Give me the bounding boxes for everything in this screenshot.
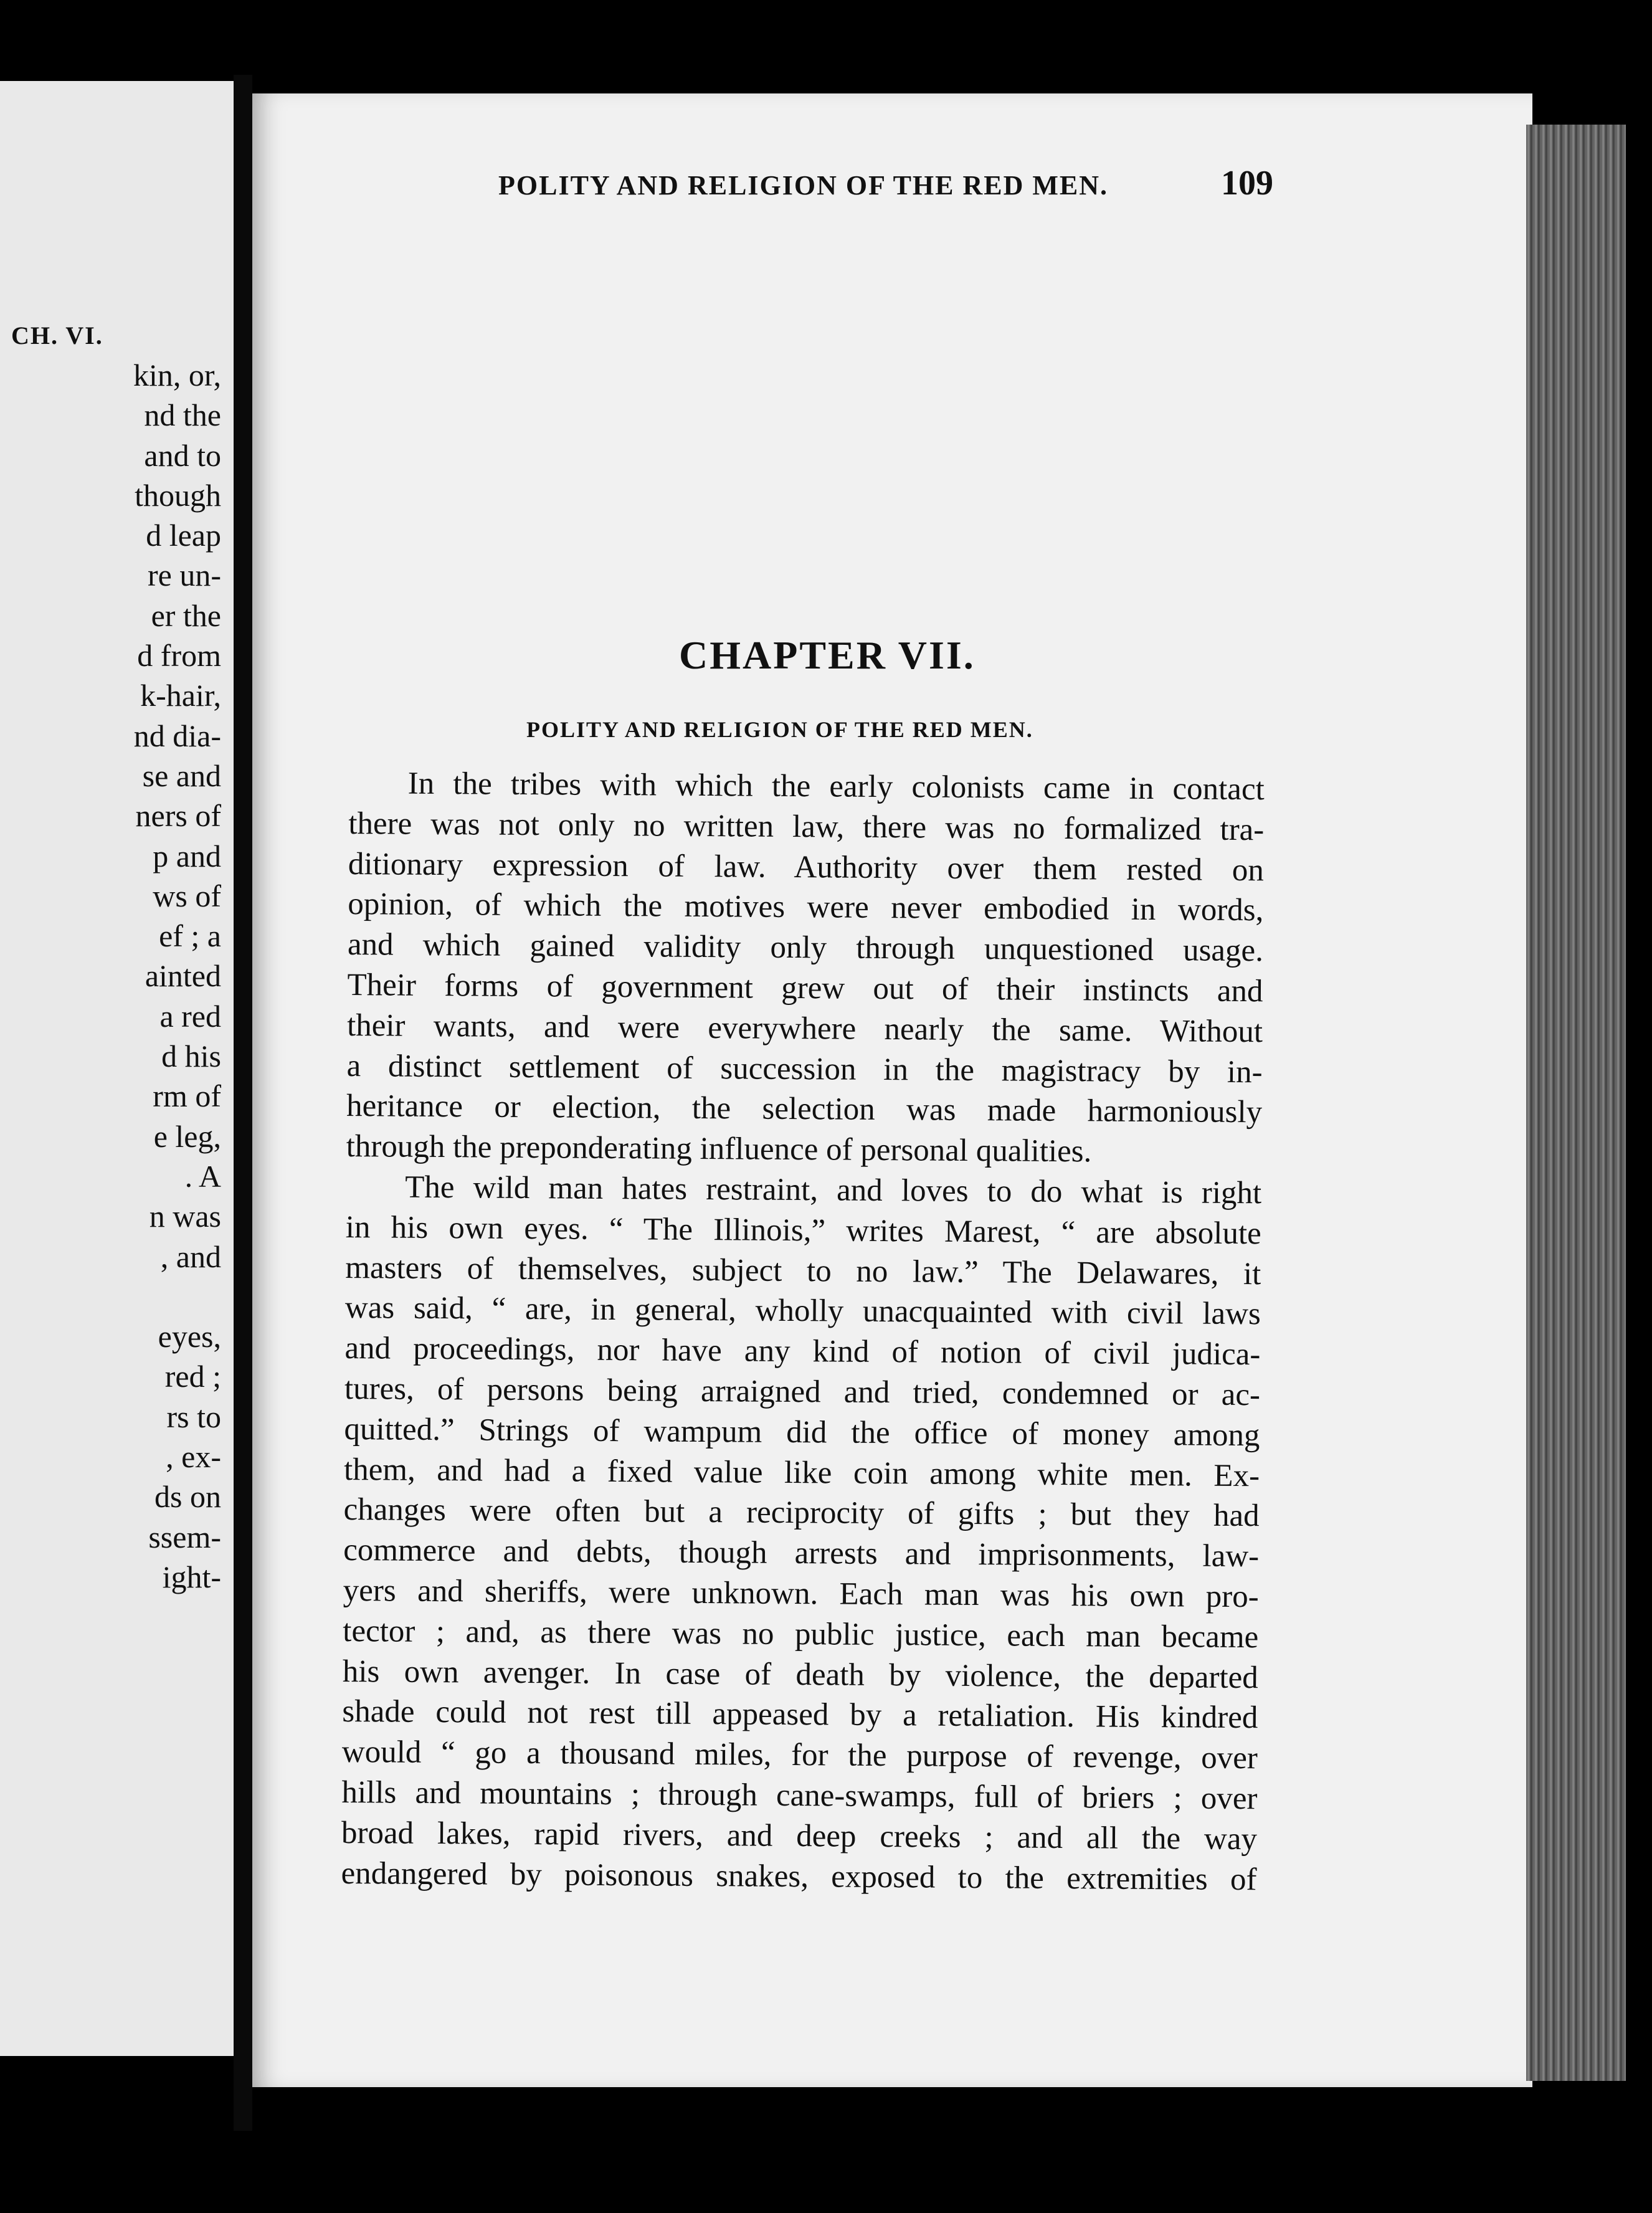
previous-page: [0, 81, 237, 2056]
previous-page-line: kin, or,: [133, 358, 221, 393]
previous-page-line: ef ; a: [159, 918, 221, 954]
body-line: quitted.” Strings of wampum did the office of money among: [344, 1411, 1260, 1453]
previous-page-line: ainted: [145, 958, 221, 994]
body-line: broad lakes, rapid rivers, and deep creeks ; and all the way: [341, 1815, 1258, 1857]
previous-page-line: d his: [161, 1039, 221, 1074]
previous-page-line: . A: [184, 1158, 221, 1194]
body-text: [341, 763, 1265, 1900]
body-line: The wild man hates restraint, and loves to do what is right: [405, 1169, 1262, 1211]
body-line: changes were often but a reciprocity of gifts ; but they had: [343, 1492, 1260, 1534]
body-line: hills and mountains ; through cane-swamps, full of briers ; over: [341, 1774, 1258, 1817]
body-line: yers and sheriffs, were unknown. Each man was his own pro-: [343, 1573, 1259, 1615]
body-line: and proceedings, nor have any kind of notion of civil judica-: [344, 1331, 1261, 1373]
previous-page-line: re un-: [148, 558, 221, 593]
body-line: endangered by poisonous snakes, exposed to the extremities of: [341, 1855, 1257, 1897]
body-line: would “ go a thousand miles, for the purpose of revenge, over: [341, 1735, 1258, 1776]
previous-page-line: , ex-: [166, 1439, 221, 1475]
previous-page-line: ners of: [135, 798, 221, 834]
book-gutter: [234, 75, 252, 2131]
previous-page-line: and to: [144, 437, 221, 473]
body-line: shade could not rest till appeased by a retaliation. His kindred: [342, 1694, 1258, 1736]
body-line: and which gained validity only through unquestioned usage.: [347, 927, 1264, 969]
previous-page-line: ds on: [154, 1479, 221, 1515]
previous-page-line: p and: [153, 838, 221, 873]
previous-page-line: , and: [160, 1239, 221, 1274]
body-line: was said, “ are, in general, wholly unacquainted with civil laws: [344, 1290, 1261, 1332]
previous-page-line: k-hair,: [140, 678, 221, 713]
body-line: their wants, and were everywhere nearly the same. Without: [346, 1007, 1263, 1050]
body-line: masters of themselves, subject to no law.” The Delawares, it: [345, 1250, 1261, 1292]
running-head: POLITY AND RELIGION OF THE RED MEN.: [498, 170, 1109, 201]
previous-page-header: CH. VI.: [11, 321, 103, 350]
previous-page-line: d from: [137, 638, 221, 673]
body-line: in his own eyes. “ The Illinois,” writes Marest, “ are absolute: [345, 1209, 1261, 1252]
body-line: his own avenger. In case of death by violence, the departed: [342, 1654, 1258, 1695]
previous-page-line: nd dia-: [133, 718, 221, 753]
previous-page-line: e leg,: [153, 1118, 221, 1154]
body-line: ditionary expression of law. Authority over them rested on: [348, 846, 1265, 888]
page-number: 109: [1221, 164, 1273, 202]
body-line: tures, of persons being arraigned and tried, condemned or ac-: [344, 1371, 1261, 1413]
chapter-title: CHAPTER VII.: [679, 633, 976, 677]
previous-page-line: ssem-: [148, 1519, 221, 1554]
previous-page-line: though: [135, 477, 221, 513]
previous-page-line: n was: [149, 1199, 221, 1234]
previous-page-line: ws of: [153, 878, 221, 913]
previous-page-line: [0, 1277, 221, 1316]
body-line: opinion, of which the motives were never embodied in words,: [348, 887, 1264, 928]
previous-page-line: a red: [159, 998, 221, 1034]
body-line: a distinct settlement of succession in the magistracy by in-: [346, 1048, 1263, 1090]
body-line: heritance or election, the selection was made harmoniously: [346, 1088, 1263, 1130]
body-line: through the preponderating influence of personal qualities.: [346, 1129, 1092, 1169]
previous-page-line: eyes,: [158, 1319, 221, 1354]
chapter-subtitle: POLITY AND RELIGION OF THE RED MEN.: [526, 717, 1033, 742]
page-edges: [1526, 125, 1626, 2081]
previous-page-line: rs to: [166, 1399, 221, 1434]
body-line: there was not only no written law, there was no formalized tra-: [348, 806, 1265, 848]
body-line: tector ; and, as there was no public justice, each man became: [343, 1613, 1259, 1655]
body-line: them, and had a fixed value like coin among white men. Ex-: [343, 1452, 1260, 1493]
previous-page-line: ight-: [162, 1559, 221, 1594]
previous-page-line: se and: [142, 758, 221, 793]
body-line: Their forms of government grew out of their instincts and: [347, 967, 1263, 1009]
body-line: In the tribes with which the early colonists came in contact: [407, 766, 1265, 807]
previous-page-line: rm of: [153, 1078, 221, 1114]
body-line: commerce and debts, though arrests and imprisonments, law-: [343, 1533, 1260, 1574]
previous-page-text: [0, 355, 221, 1597]
previous-page-line: d leap: [146, 518, 221, 553]
previous-page-line: er the: [151, 597, 221, 633]
previous-page-line: red ;: [164, 1359, 221, 1394]
previous-page-line: nd the: [144, 397, 221, 433]
